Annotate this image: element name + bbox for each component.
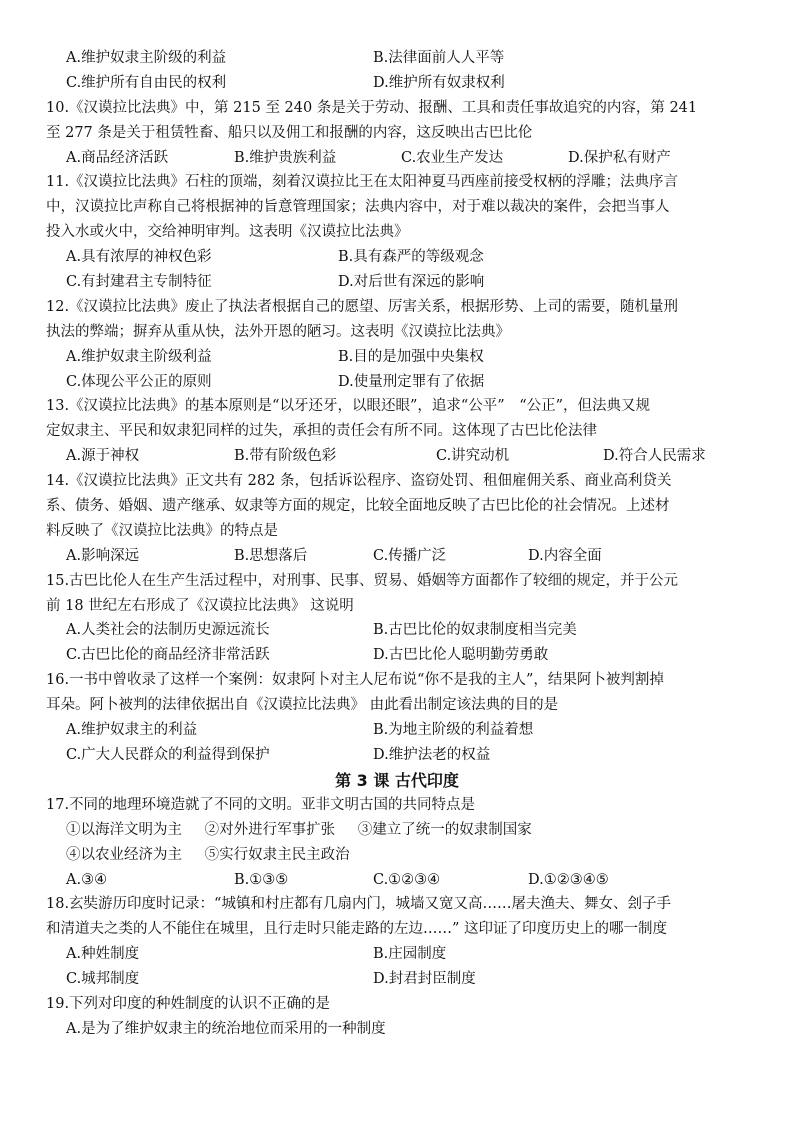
q17-item-4: ④以农业经济为主 [66, 846, 182, 863]
q16-option-c: C.广大人民群众的利益得到保护 [66, 746, 270, 763]
q12-options-row2 [46, 370, 748, 395]
q10-option-b: B.维护贵族利益 [234, 149, 337, 166]
q11-stem-line2: 中，汉谟拉比声称自己将根据神的旨意管理国家；法典内容中，对于难以裁决的案件，会把当事人 [46, 199, 670, 216]
q12-options-row1 [46, 345, 748, 370]
q17-items-row2 [46, 843, 748, 868]
q16-option-b: B.为地主阶级的利益着想 [373, 722, 534, 739]
q13-option-c: C.讲究动机 [436, 448, 510, 465]
q11-stem-line3: 投入水或火中，交给神明审判。这表明《汉谟拉比法典》 [46, 224, 409, 241]
q13-option-d: D.符合人民需求 [603, 448, 706, 465]
q14-options [46, 544, 748, 569]
q14-option-a: A.影响深远 [66, 547, 140, 564]
q10-stem-line1: 10.《汉谟拉比法典》中，第 215 至 240 条是关于劳动、报酬、工具和责任事故追究的内容，第 241 [46, 99, 698, 116]
q16-option-d: D.维护法老的权益 [373, 746, 491, 763]
q17-option-c: C.①②③④ [373, 871, 441, 888]
q10-stem-line2: 至 277 条是关于租赁牲畜、船只以及佣工和报酬的内容，这反映出古巴比伦 [46, 124, 533, 141]
q17-stem-line1: 17.不同的地理环境造就了不同的文明。亚非文明古国的共同特点是 [46, 796, 476, 813]
q17-item-2: ②对外进行军事扩张 [204, 821, 336, 838]
q17-option-b: B.①③⑤ [234, 871, 289, 888]
q12-option-b: B.目的是加强中央集权 [338, 348, 484, 365]
q12-option-c: C.体现公平公正的原则 [66, 373, 212, 390]
q16-option-a: A.维护奴隶主的利益 [66, 722, 198, 739]
q15-option-b: B.古巴比伦的奴隶制度相当完美 [373, 622, 577, 639]
q9-options-row2 [46, 71, 748, 96]
q15-option-d: D.古巴比伦人聪明勤劳勇敢 [373, 647, 549, 664]
q15-options-row2 [46, 643, 748, 668]
q19-options-row1 [46, 1017, 748, 1042]
q9-option-a: A.维护奴隶主阶级的利益 [66, 50, 227, 66]
q10-option-d: D.保护私有财产 [568, 149, 671, 166]
q12-option-a: A.维护奴隶主阶级利益 [66, 348, 212, 365]
q18-stem-line1: 18.玄奘游历印度时记录：“城镇和村庄都有几扇内门，城墙又宽又高……屠夫渔夫、舞女、刽子手 [46, 896, 671, 913]
q15-option-a: A.人类社会的法制历史源远流长 [66, 622, 270, 639]
q16-stem-line2: 耳朵。阿卜被判的法律依据出自《汉谟拉比法典》 由此看出制定该法典的目的是 [46, 697, 559, 714]
q12-stem-line1: 12.《汉谟拉比法典》废止了执法者根据自己的愿望、厉害关系，根据形势、上司的需要，随机量刑 [46, 298, 679, 315]
q10-option-a: A.商品经济活跃 [66, 149, 169, 166]
q15-stem-line1: 15.古巴比伦人在生产生活过程中，对刑事、民事、贸易、婚姻等方面都作了较细的规定，并于公元 [46, 572, 679, 589]
q18-stem-line2: 和清道夫之类的人不能住在城里，且行走时只能走路的左边……” 这印证了印度历史上的哪一制度 [46, 921, 668, 938]
q16-options-row1 [46, 718, 748, 743]
q12-stem-line2: 执法的弊端；摒弃从重从快，法外开恩的陋习。这表明《汉谟拉比法典》 [46, 323, 510, 340]
q18-option-d: D.封君封臣制度 [373, 971, 476, 988]
q10-option-c: C.农业生产发达 [401, 149, 504, 166]
q17-item-5: ⑤实行奴隶主民主政治 [204, 846, 350, 863]
q14-option-b: B.思想落后 [234, 547, 308, 564]
q9-option-d: D.维护所有奴隶权利 [373, 74, 505, 91]
q13-option-a: A.源于神权 [66, 448, 140, 465]
q18-option-c: C.城邦制度 [66, 971, 140, 988]
q16-options-row2 [46, 743, 748, 768]
q18-option-a: A.种姓制度 [66, 946, 140, 963]
q11-option-a: A.具有浓厚的神权色彩 [66, 249, 212, 266]
q17-option-a: A.③④ [66, 871, 108, 888]
q9-option-b: B.法律面前人人平等 [373, 50, 505, 66]
q9-options-row1 [46, 46, 748, 71]
q14-option-d: D.内容全面 [528, 547, 602, 564]
q10-options [46, 146, 748, 171]
q13-option-b: B.带有阶级色彩 [234, 448, 337, 465]
q14-stem-line3: 料反映了《汉谟拉比法典》的特点是 [46, 522, 278, 539]
q14-stem-line2: 系、债务、婚姻、遗产继承、奴隶等方面的规定，比较全面地反映了古巴比伦的社会情况。上述材 [46, 498, 670, 515]
q17-item-3: ③建立了统一的奴隶制国家 [357, 821, 532, 838]
q15-options-row1 [46, 618, 748, 643]
q15-option-c: C.古巴比伦的商品经济非常活跃 [66, 647, 270, 664]
q13-stem-line1: 13.《汉谟拉比法典》的基本原则是“以牙还牙，以眼还眼”，追求“公平” “公正”，但法典又规 [46, 398, 651, 415]
q11-option-b: B.具有森严的等级观念 [338, 249, 484, 266]
q13-options [46, 444, 748, 469]
q17-items-row1 [46, 818, 748, 843]
q9-option-c: C.维护所有自由民的权利 [66, 74, 227, 91]
q16-stem-line1: 16.一书中曾收录了这样一个案例：奴隶阿卜对主人尼布说“你不是我的主人”，结果阿卜被判割掉 [46, 672, 664, 689]
q11-options-row2 [46, 270, 748, 295]
q17-item-1: ①以海洋文明为主 [66, 821, 182, 838]
q15-stem-line2: 前 18 世纪左右形成了《汉谟拉比法典》 这说明 [46, 597, 354, 614]
q17-option-d: D.①②③④⑤ [528, 871, 609, 888]
q18-options-row1 [46, 942, 748, 967]
q19-stem-line1: 19.下列对印度的种姓制度的认识不正确的是 [46, 995, 331, 1012]
lesson-title: 第 3 课 古代印度 [335, 770, 459, 790]
q14-stem-line1: 14.《汉谟拉比法典》正文共有 282 条，包括诉讼程序、盗窃处罚、租佃雇佣关系、商业高利贷关 [46, 473, 672, 490]
q11-option-d: D.对后世有深远的影响 [338, 274, 485, 291]
q12-option-d: D.使量刑定罪有了依据 [338, 373, 485, 390]
q19-option-a: A.是为了维护奴隶主的统治地位而采用的一种制度 [66, 1020, 386, 1037]
q14-option-c: C.传播广泛 [373, 547, 447, 564]
q11-option-c: C.有封建君主专制特征 [66, 274, 212, 291]
q17-options [46, 868, 748, 893]
q11-options-row1 [46, 245, 748, 270]
q11-stem-line1: 11.《汉谟拉比法典》石柱的顶端，刻着汉谟拉比王在太阳神夏马西座前接受权柄的浮雕；法典序言 [46, 174, 679, 191]
q18-option-b: B.庄园制度 [373, 946, 447, 963]
q13-stem-line2: 定奴隶主、平民和奴隶犯同样的过失，承担的责任会有所不同。这体现了古巴比伦法律 [46, 423, 597, 440]
q18-options-row2 [46, 967, 748, 992]
